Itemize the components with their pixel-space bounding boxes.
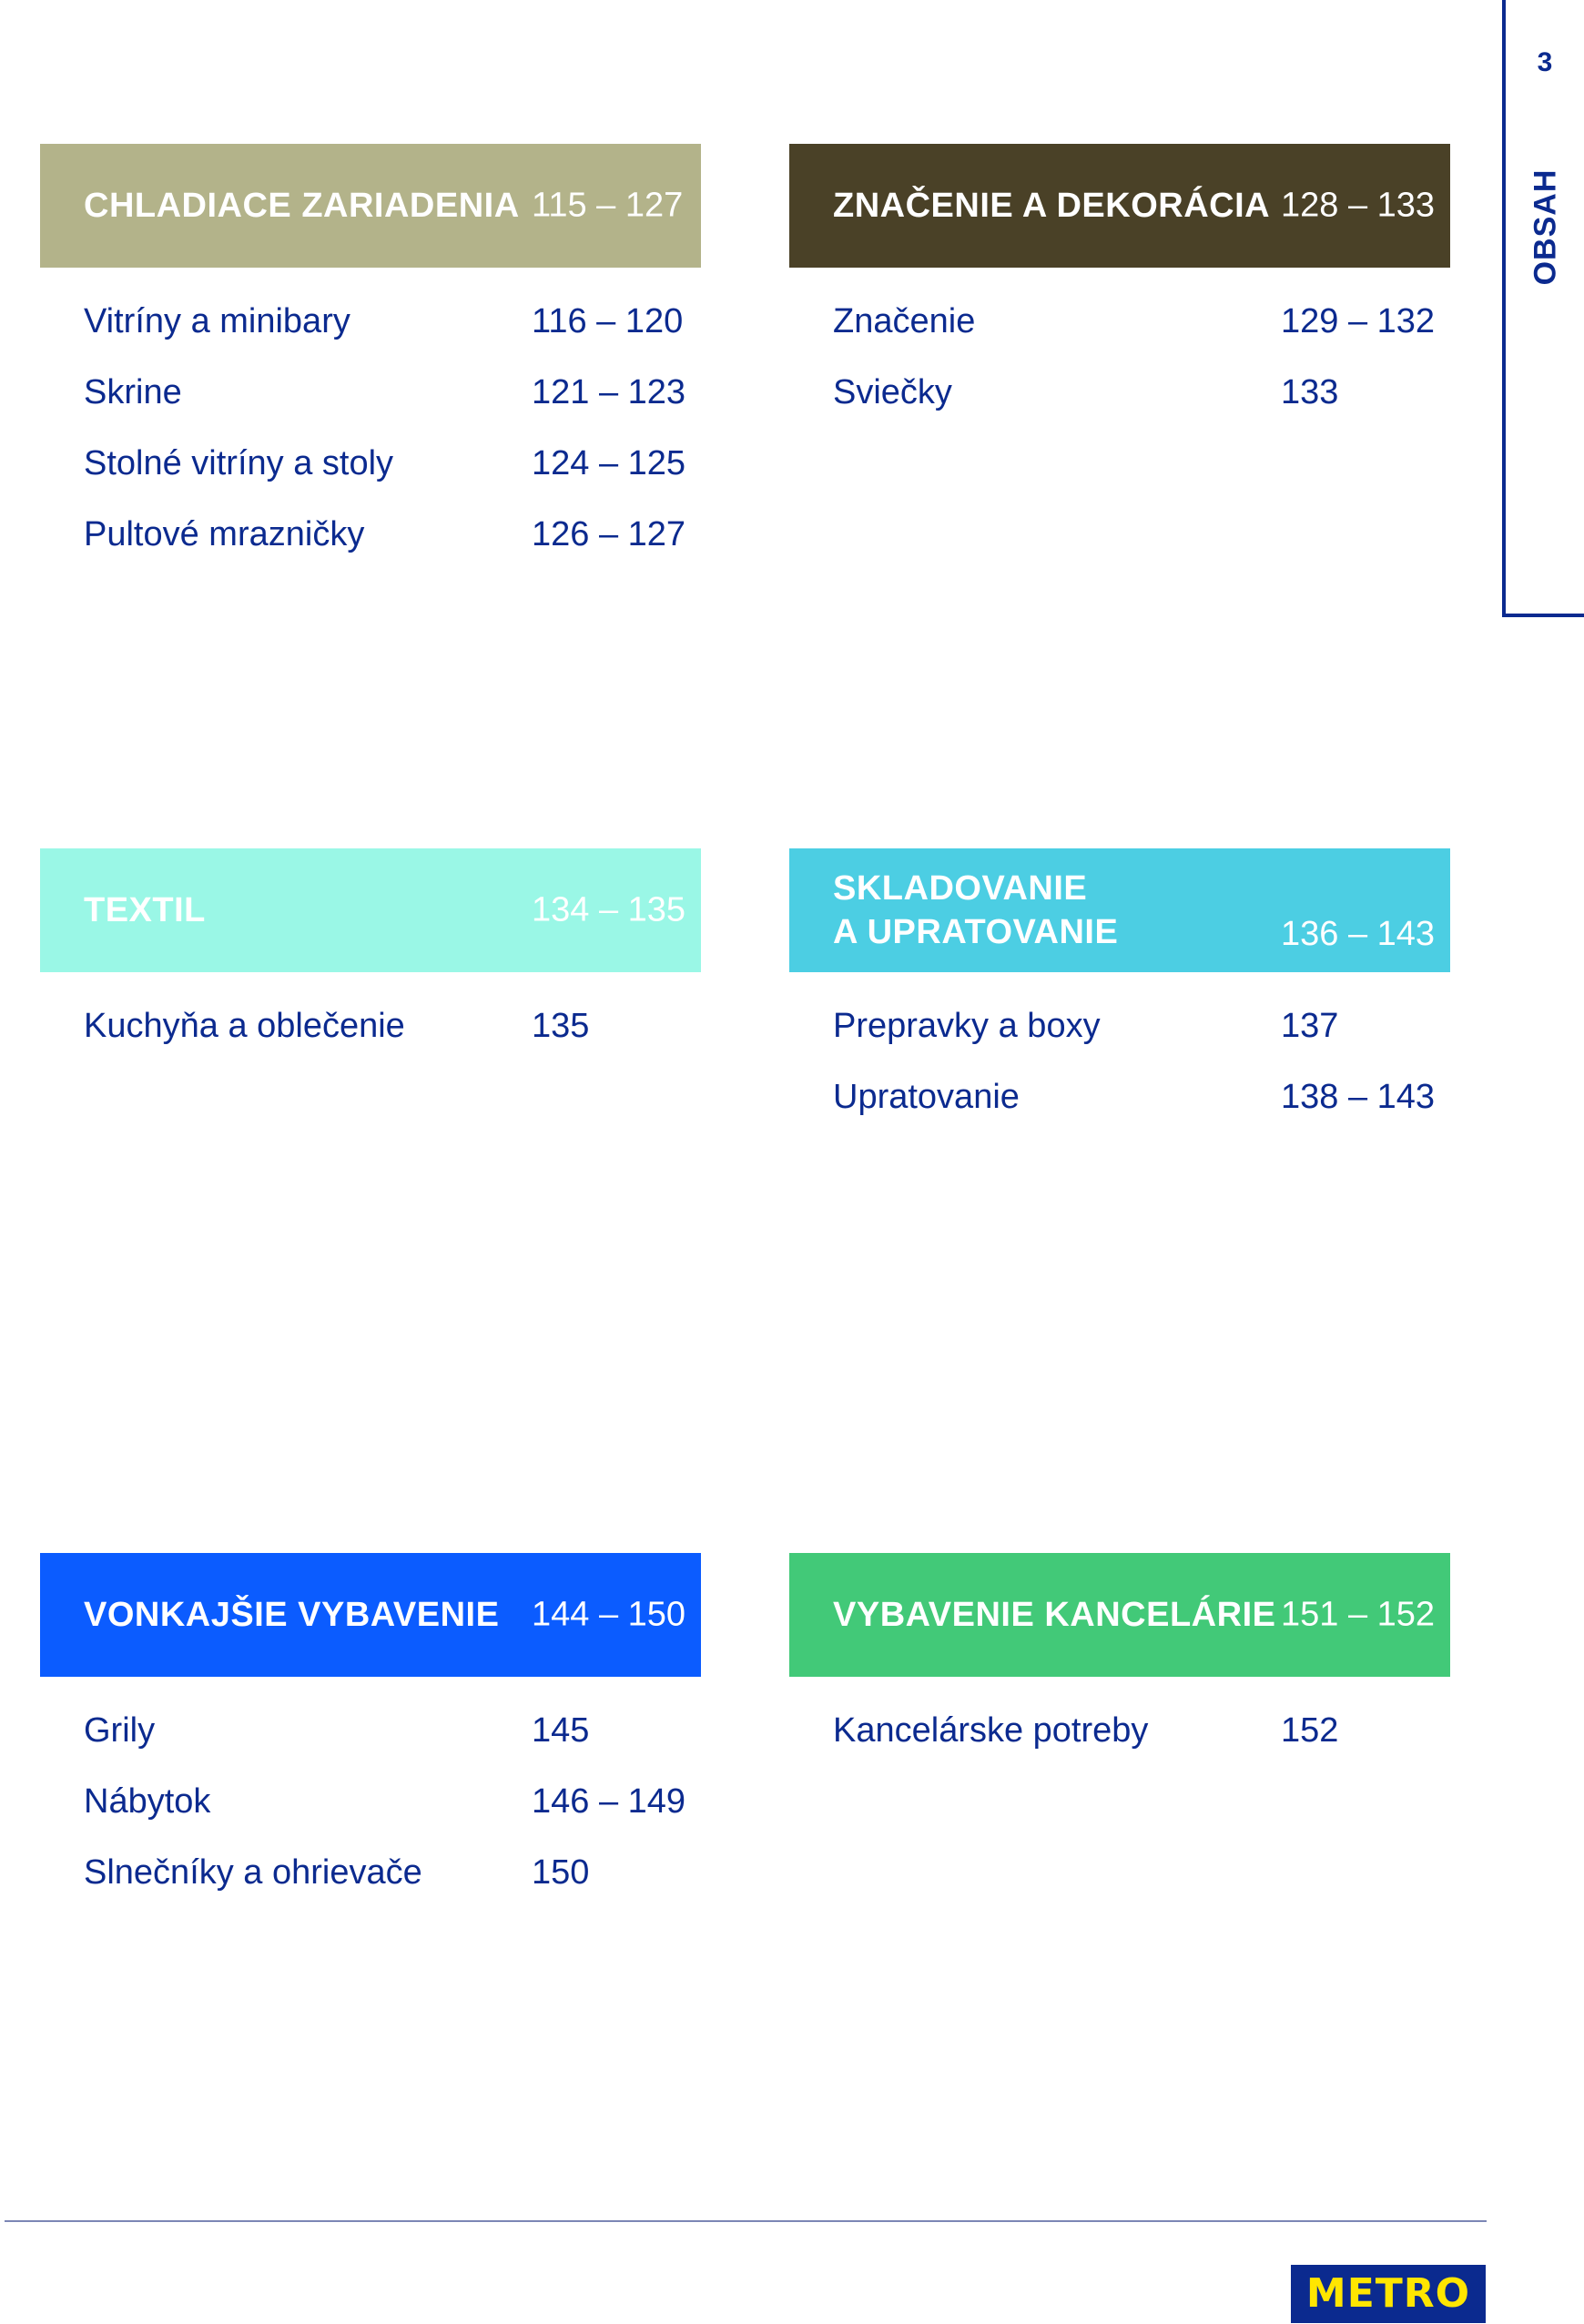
item-pages: 126 – 127	[532, 515, 686, 553]
section-header[interactable]	[789, 1553, 1450, 1677]
item-pages: 152	[1281, 1711, 1339, 1750]
section-title: CHLADIACE ZARIADENIA	[84, 187, 520, 225]
item-label: Kancelárske potreby	[833, 1711, 1149, 1750]
item-label: Nábytok	[84, 1782, 211, 1821]
metro-logo	[1291, 2265, 1486, 2323]
section-pages: 144 – 150	[532, 1595, 686, 1634]
list-item[interactable]	[40, 373, 701, 444]
item-pages: 116 – 120	[532, 302, 684, 340]
section-title: TEXTIL	[84, 891, 206, 929]
section-textil	[40, 848, 701, 1078]
section-pages: 151 – 152	[1281, 1595, 1436, 1634]
list-item[interactable]	[789, 1711, 1450, 1782]
list-item[interactable]	[40, 1853, 701, 1924]
item-list	[789, 302, 1450, 444]
section-pages: 134 – 135	[532, 890, 686, 929]
list-item[interactable]	[40, 1782, 701, 1853]
list-item[interactable]	[40, 515, 701, 586]
item-label: Pultové mrazničky	[84, 515, 365, 553]
section-header[interactable]	[789, 848, 1450, 972]
item-pages: 150	[532, 1853, 590, 1892]
section-vonkajsie-vybavenie	[40, 1553, 701, 1924]
item-list	[789, 1007, 1450, 1149]
item-pages: 135	[532, 1007, 590, 1045]
item-pages: 124 – 125	[532, 444, 686, 482]
item-list	[789, 1711, 1450, 1782]
item-label: Vitríny a minibary	[84, 302, 350, 340]
section-header[interactable]	[40, 144, 701, 268]
logo-text: METRO	[1305, 2270, 1471, 2317]
side-tab	[1502, 0, 1584, 617]
section-skladovanie-a-upratovanie	[789, 848, 1450, 1149]
item-label: Slnečníky a ohrievače	[84, 1853, 422, 1892]
item-list	[40, 302, 701, 586]
section-header[interactable]	[789, 144, 1450, 268]
list-item[interactable]	[789, 1007, 1450, 1078]
item-label: Skrine	[84, 373, 182, 411]
item-label: Značenie	[833, 302, 976, 340]
section-znacenie-a-dekoracia	[789, 144, 1450, 444]
item-label: Prepravky a boxy	[833, 1007, 1101, 1045]
section-title: ZNAČENIE A DEKORÁCIA	[833, 187, 1271, 225]
item-label: Stolné vitríny a stoly	[84, 444, 394, 482]
item-list	[40, 1711, 701, 1924]
list-item[interactable]	[40, 302, 701, 373]
section-pages: 136 – 143	[1281, 915, 1436, 953]
item-label: Grily	[84, 1711, 156, 1750]
list-item[interactable]	[40, 444, 701, 515]
section-title: VYBAVENIE KANCELÁRIE	[833, 1596, 1276, 1634]
section-title: VONKAJŠIE VYBAVENIE	[84, 1596, 500, 1634]
item-pages: 121 – 123	[532, 373, 686, 411]
list-item[interactable]	[789, 302, 1450, 373]
section-header[interactable]	[40, 1553, 701, 1677]
item-label: Sviečky	[833, 373, 952, 411]
side-tab-label: OBSAH	[1528, 168, 1563, 286]
list-item[interactable]	[40, 1007, 701, 1078]
list-item[interactable]	[789, 1078, 1450, 1149]
section-title: SKLADOVANIE A UPRATOVANIE	[833, 869, 1119, 951]
item-pages: 138 – 143	[1281, 1078, 1436, 1116]
section-pages: 115 – 127	[532, 186, 684, 225]
list-item[interactable]	[40, 1711, 701, 1782]
item-label: Upratovanie	[833, 1078, 1020, 1116]
item-pages: 146 – 149	[532, 1782, 686, 1821]
footer-divider	[5, 2220, 1487, 2222]
section-header[interactable]	[40, 848, 701, 972]
item-list	[40, 1007, 701, 1078]
section-chladiace-zariadenia	[40, 144, 701, 586]
item-pages: 129 – 132	[1281, 302, 1436, 340]
item-pages: 137	[1281, 1007, 1339, 1045]
item-label: Kuchyňa a oblečenie	[84, 1007, 405, 1045]
page-number: 3	[1537, 47, 1553, 77]
list-item[interactable]	[789, 373, 1450, 444]
section-pages: 128 – 133	[1281, 186, 1436, 225]
item-pages: 133	[1281, 373, 1339, 411]
item-pages: 145	[532, 1711, 590, 1750]
section-vybavenie-kancelarie	[789, 1553, 1450, 1782]
